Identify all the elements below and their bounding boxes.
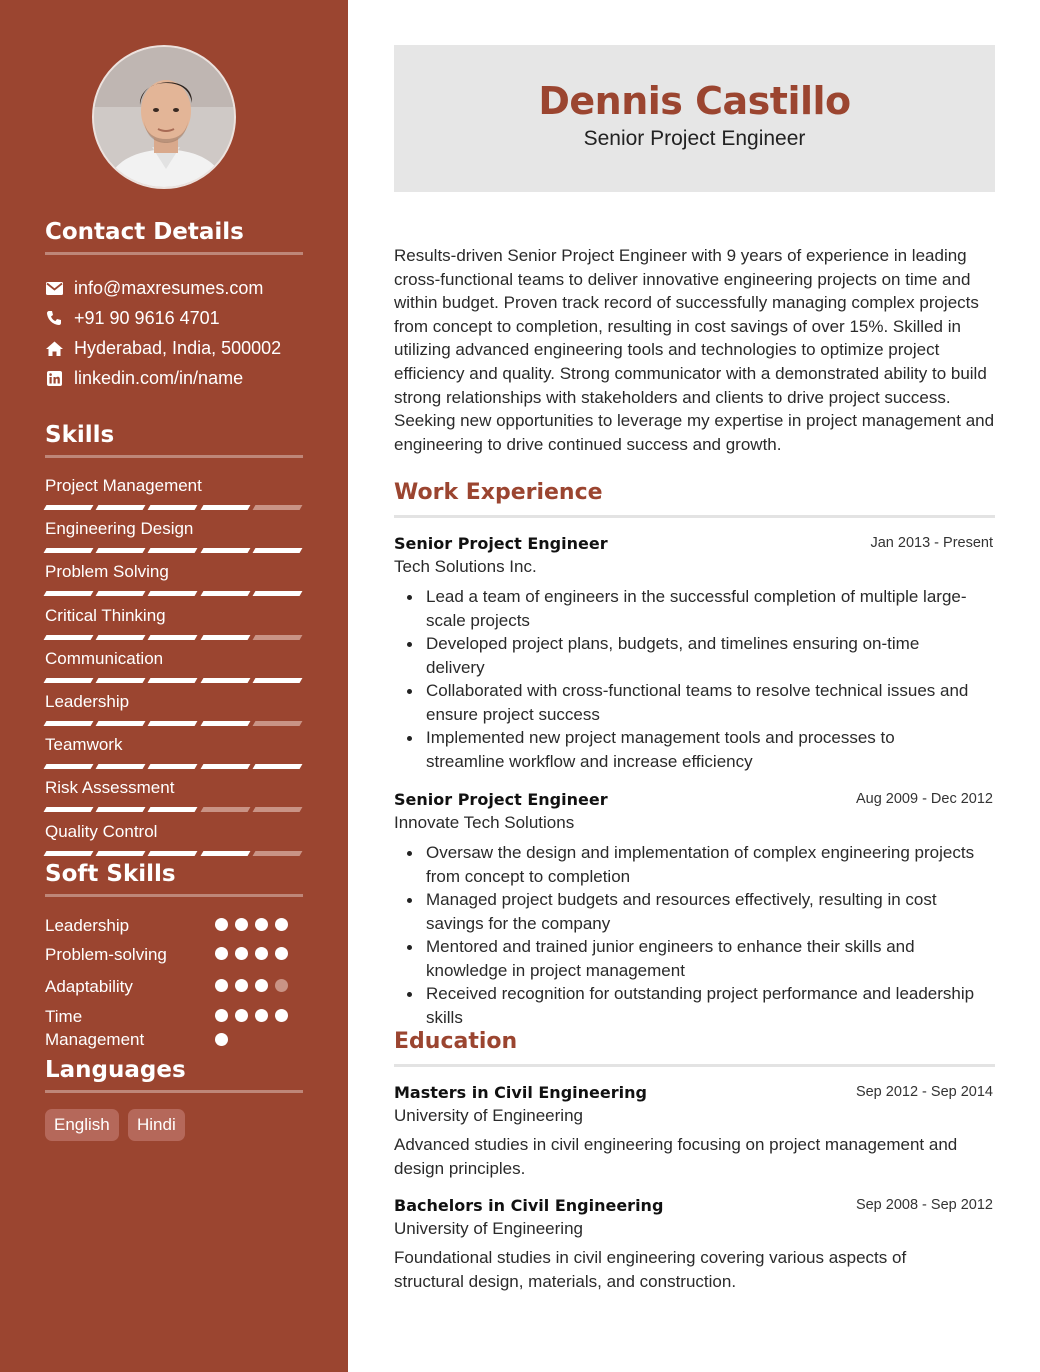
skill-level-bar (45, 807, 301, 812)
education-dates: Sep 2008 - Sep 2012 (855, 1197, 993, 1213)
rating-dot (215, 918, 228, 931)
soft-skill-label: Adaptability (45, 977, 133, 996)
soft-skill-label: Time Management (45, 1007, 145, 1049)
skill-level-segment (96, 635, 146, 640)
rating-dot (235, 947, 248, 960)
language-tag: Hindi (128, 1109, 185, 1141)
skill-level-segment (148, 505, 198, 510)
skill-level-segment (200, 591, 250, 596)
skill-label: Problem Solving (45, 562, 169, 582)
soft-skill-label: Problem-solving (45, 945, 167, 964)
skill-label: Risk Assessment (45, 778, 175, 798)
job-bullet: Oversaw the design and implementation of complex engineering projects from concept to completion (426, 841, 995, 888)
skill-level-segment (252, 591, 302, 596)
rating-dot (255, 1009, 268, 1022)
skill-level-bar (45, 548, 301, 553)
skill-level-bar (45, 721, 301, 726)
rating-dot (255, 918, 268, 931)
skill-item (45, 778, 301, 812)
job-bullet: Mentored and trained junior engineers to enhance their skills and knowledge in project management (426, 935, 995, 982)
skill-level-segment (252, 548, 302, 553)
experience-entry (394, 789, 995, 1029)
skill-level-segment (200, 678, 250, 683)
job-dates: Aug 2009 - Dec 2012 (855, 791, 993, 807)
skill-level-segment (44, 548, 94, 553)
skill-level-segment (96, 721, 146, 726)
soft-skill-item (45, 914, 303, 940)
job-bullets (426, 585, 995, 773)
school-name: University of Engineering (394, 1219, 583, 1238)
skill-level-segment (252, 635, 302, 640)
languages-heading: Languages (45, 1057, 303, 1093)
skill-level-segment (44, 678, 94, 683)
skill-level-segment (252, 851, 302, 856)
skill-item (45, 735, 301, 769)
home-icon (45, 339, 63, 357)
rating-dot (235, 918, 248, 931)
skill-level-segment (148, 548, 198, 553)
rating-dot (255, 947, 268, 960)
skill-level-segment (44, 851, 94, 856)
experience-entry (394, 533, 995, 773)
skill-level-segment (200, 721, 250, 726)
skill-level-segment (252, 764, 302, 769)
soft-skill-item (45, 975, 303, 1001)
skill-item (45, 562, 301, 596)
rating-dot (215, 947, 228, 960)
skill-level-segment (148, 807, 198, 812)
skill-level-segment (200, 764, 250, 769)
rating-dot (215, 1009, 228, 1022)
rating-dot (275, 979, 288, 992)
company-name: Tech Solutions Inc. (394, 557, 537, 576)
skill-level-segment (96, 678, 146, 683)
skill-level-segment (44, 635, 94, 640)
company-name: Innovate Tech Solutions (394, 813, 575, 832)
professional-summary: Results-driven Senior Project Engineer with 9 years of experience in leading cross-functional teams to deliver innovative engineering projects on time and within budget. Proven track record of successfully managing complex projects from concept to completion, resulting in cost savings of over 15%. Skilled in utilizing advanced engineering tools and technologies to optimize project efficiency and quality. Strong communicator with a demonstrated ability to build strong relationships with stakeholders and clients to drive project success. Seeking new opportunities to leverage my expertise in project management and engineering to drive continued success and growth. (394, 246, 995, 454)
rating-dot (275, 1009, 288, 1022)
education-entry (394, 1082, 995, 1180)
education-heading: Education (394, 1029, 995, 1067)
contact-linkedin[interactable] (45, 367, 243, 389)
skill-level-segment (148, 678, 198, 683)
skill-item (45, 692, 301, 726)
skill-level-segment (96, 807, 146, 812)
contact-email-text: info@maxresumes.com (74, 277, 264, 298)
skill-level-segment (148, 591, 198, 596)
job-bullet: Lead a team of engineers in the successful completion of multiple large-scale projects (426, 585, 995, 632)
contact-location (45, 337, 281, 359)
rating-dot (275, 918, 288, 931)
skill-level-bar (45, 678, 301, 683)
skill-level-segment (200, 635, 250, 640)
job-bullets (426, 841, 995, 1029)
contact-email[interactable] (45, 277, 263, 299)
education-description: Foundational studies in civil engineering covering various aspects of structural design, materials, and construction. (394, 1248, 907, 1291)
education-dates: Sep 2012 - Sep 2014 (855, 1084, 993, 1100)
education-entry (394, 1195, 995, 1293)
skill-level-bar (45, 764, 301, 769)
job-bullet: Implemented new project management tools and processes to streamline workflow and increase efficiency (426, 726, 995, 773)
skill-level-bar (45, 591, 301, 596)
contact-phone-text: +91 90 9616 4701 (74, 307, 220, 328)
rating-dot (255, 979, 268, 992)
rating-dot (275, 947, 288, 960)
skill-item (45, 649, 301, 683)
profile-photo (92, 45, 236, 189)
skill-level-segment (44, 591, 94, 596)
job-title: Senior Project Engineer (394, 534, 608, 553)
skill-level-segment (200, 807, 250, 812)
contact-phone[interactable] (45, 307, 220, 329)
skill-level-segment (44, 807, 94, 812)
rating-dot (215, 1033, 228, 1046)
soft-skill-label: Leadership (45, 916, 130, 935)
linkedin-icon (45, 369, 63, 387)
skill-item (45, 606, 301, 640)
skill-level-bar (45, 851, 301, 856)
candidate-name: Dennis Castillo (538, 79, 851, 123)
skill-level-segment (200, 851, 250, 856)
skill-level-segment (148, 721, 198, 726)
skill-level-segment (252, 678, 302, 683)
skill-label: Quality Control (45, 821, 158, 841)
contact-location-text: Hyderabad, India, 500002 (74, 337, 282, 358)
skill-level-segment (96, 591, 146, 596)
skill-level-segment (96, 851, 146, 856)
phone-icon (45, 309, 63, 327)
skill-level-segment (200, 548, 250, 553)
skill-level-segment (252, 721, 302, 726)
skill-label: Project Management (45, 476, 202, 495)
resume-header (394, 45, 995, 192)
skills-heading: Skills (45, 422, 303, 458)
skill-item (45, 519, 301, 553)
avatar-illustration (94, 47, 236, 189)
skill-level-segment (252, 807, 302, 812)
job-bullet: Developed project plans, budgets, and timelines ensuring on-time delivery (426, 632, 995, 679)
rating-dot (215, 979, 228, 992)
school-name: University of Engineering (394, 1106, 583, 1125)
skill-level-segment (148, 635, 198, 640)
rating-dot (235, 1009, 248, 1022)
skill-label: Teamwork (45, 735, 123, 755)
skill-label: Critical Thinking (45, 605, 166, 625)
skill-level-bar (45, 505, 301, 510)
job-bullet: Managed project budgets and resources effectively, resulting in cost savings for the company (426, 888, 995, 935)
skill-label: Engineering Design (45, 519, 194, 539)
skill-level-segment (96, 764, 146, 769)
skill-item (45, 822, 301, 856)
skill-level-segment (148, 851, 198, 856)
job-bullet: Received recognition for outstanding project performance and leadership skills (426, 982, 995, 1029)
job-dates: Jan 2013 - Present (870, 535, 993, 551)
soft-skill-item (45, 1005, 303, 1053)
skill-level-segment (44, 721, 94, 726)
job-bullet: Collaborated with cross-functional teams to resolve technical issues and ensure project success (426, 679, 995, 726)
rating-dot (235, 979, 248, 992)
skill-level-segment (96, 505, 146, 510)
skill-level-bar (45, 635, 301, 640)
envelope-icon (45, 279, 63, 297)
skill-label: Communication (45, 648, 164, 668)
skill-level-segment (148, 764, 198, 769)
skill-level-segment (44, 505, 94, 510)
soft-skills-heading: Soft Skills (45, 861, 303, 897)
skill-level-segment (96, 548, 146, 553)
skill-level-segment (44, 764, 94, 769)
contact-linkedin-text: linkedin.com/in/name (74, 367, 244, 388)
contact-heading: Contact Details (45, 219, 303, 255)
soft-skill-item (45, 943, 303, 969)
candidate-title: Senior Project Engineer (583, 127, 806, 150)
skill-level-segment (252, 505, 302, 510)
skill-level-segment (200, 505, 250, 510)
degree-title: Bachelors in Civil Engineering (394, 1196, 664, 1215)
degree-title: Masters in Civil Engineering (394, 1083, 647, 1102)
work-experience-heading: Work Experience (394, 480, 995, 518)
skill-label: Leadership (45, 692, 130, 711)
skill-item (45, 476, 301, 510)
job-title: Senior Project Engineer (394, 790, 608, 809)
sidebar (0, 0, 348, 1372)
education-description: Advanced studies in civil engineering focusing on project management and design principles. (394, 1135, 958, 1178)
language-tag: English (45, 1109, 119, 1141)
